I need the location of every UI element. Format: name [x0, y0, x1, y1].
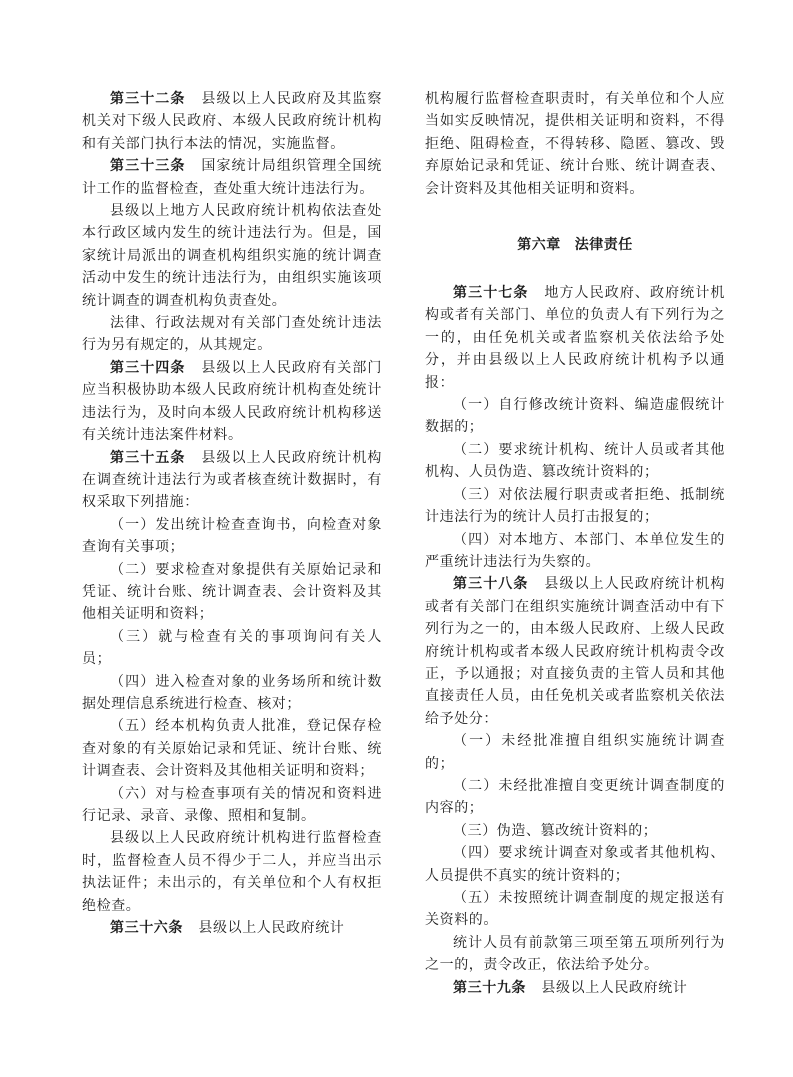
- paragraph: [82, 827, 382, 917]
- article-text: （四）进入检查对象的业务场所和统计数据处理信息系统进行检查、核对；: [82, 673, 382, 712]
- article-number: 第三十三条: [110, 158, 186, 175]
- article-paragraph: [82, 447, 382, 514]
- right-column-articles: [425, 282, 725, 999]
- paragraph: [425, 394, 725, 439]
- chapter-number: 第六章: [517, 237, 561, 254]
- article-text: 法律、行政法规对有关部门查处统计违法行为另有规定的，从其规定。: [82, 315, 382, 354]
- article-text: 县级以上人民政府统计: [198, 920, 345, 937]
- article-text: 县级以上人民政府有关部门应当积极协助本级人民政府统计机构查处统计违法行为，及时向本级人民政府统计机构移送有关统计违法案件材料。: [82, 359, 383, 444]
- right-column: [425, 88, 725, 999]
- article-number: 第三十八条: [453, 576, 529, 593]
- article-text: （一）自行修改统计资料、编造虚假统计数据的；: [425, 397, 725, 436]
- article-paragraph: [82, 917, 382, 939]
- right-column-continuation: [425, 88, 725, 200]
- article-text: （六）对与检查事项有关的情况和资料进行记录、录音、录像、照相和复制。: [82, 785, 382, 824]
- article-paragraph: [425, 282, 725, 394]
- article-text: 国家统计局组织管理全国统计工作的监督检查，查处重大统计违法行为。: [82, 158, 383, 197]
- paragraph: [82, 312, 382, 357]
- article-text: 统计人员有前款第三项至第五项所列行为之一的，责令改正，依法给予处分。: [425, 934, 725, 974]
- article-paragraph: [425, 977, 725, 999]
- paragraph: [425, 88, 725, 200]
- article-text: 县级以上人民政府统计机构进行监督检查时，监督检查人员不得少于二人，并应当出示执法证件；未出示的，有关单位和个人有权拒绝检查。: [82, 830, 382, 914]
- paragraph: [82, 200, 382, 312]
- article-text: （一）发出统计检查查询书，向检查对象查询有关事项；: [82, 516, 382, 556]
- article-paragraph: [82, 155, 382, 200]
- article-text: 县级以上人民政府及其监察机关对下级人民政府、本级人民政府统计机构和有关部门执行本法的情况，实施监督。: [82, 91, 383, 152]
- paragraph: [425, 820, 725, 842]
- paragraph: [82, 559, 382, 626]
- paragraph: [425, 439, 725, 484]
- article-paragraph: [82, 357, 382, 447]
- chapter-heading: [425, 234, 725, 256]
- article-number: 第三十六条: [110, 920, 183, 937]
- article-number: 第三十二条: [110, 91, 186, 107]
- article-text: （三）伪造、篡改统计资料的；: [453, 822, 658, 839]
- paragraph: [82, 715, 382, 782]
- article-text: （三）就与检查有关的事项询问有关人员；: [82, 628, 382, 668]
- paragraph: [425, 932, 725, 977]
- paragraph: [425, 887, 725, 932]
- paragraph: [425, 842, 725, 887]
- article-text: （五）经本机构负责人批准，登记保存检查对象的有关原始记录和凭证、统计台账、统计调查表、会计资料及其他相关证明和资料；: [82, 718, 382, 780]
- article-text: 县级以上人民政府统计机构在调查统计违法行为或者核查统计数据时，有权采取下列措施：: [82, 449, 383, 511]
- article-text: 地方人民政府、政府统计机构或者有关部门、单位的负责人有下列行为之一的，由任免机关或者监察机关依法给予处分，并由县级以上人民政府统计机构予以通报：: [425, 285, 726, 391]
- article-text: （四）对本地方、本部门、本单位发生的严重统计违法行为失察的。: [425, 531, 725, 570]
- article-number: 第三十五条: [110, 449, 186, 466]
- paragraph: [82, 671, 382, 716]
- article-text: 县级以上人民政府统计: [541, 979, 688, 996]
- article-number: 第三十七条: [453, 285, 529, 302]
- article-number: 第三十四条: [110, 359, 186, 376]
- paragraph: [82, 626, 382, 671]
- article-text: （二）未经批准擅自变更统计调查制度的内容的；: [425, 777, 725, 817]
- left-column: [82, 88, 382, 939]
- article-text: （二）要求统计机构、统计人员或者其他机构、人员伪造、篡改统计资料的；: [425, 441, 725, 481]
- chapter-title: 法律责任: [574, 237, 633, 254]
- article-text: （四）要求统计调查对象或者其他机构、人员提供不真实的统计资料的；: [425, 845, 725, 884]
- article-text: 县级以上人民政府统计机构或者有关部门在组织实施统计调查活动中有下列行为之一的，由本级人民政府、上级人民政府统计机构或者本级人民政府统计机构责令改正，予以通报；对直接负责的主管人员和其他直接责任人员，由任免机关或者监察机关依法给予处分：: [425, 576, 726, 727]
- article-text: 机构履行监督检查职责时，有关单位和个人应当如实反映情况，提供相关证明和资料，不得拒绝、阻碍检查，不得转移、隐匿、篡改、毁弃原始记录和凭证、统计台账、统计调查表、会计资料及其他相关证明和资料。: [425, 91, 725, 197]
- paragraph: [82, 783, 382, 828]
- paragraph: [425, 529, 725, 574]
- paragraph: [425, 775, 725, 820]
- paragraph: [82, 514, 382, 559]
- article-text: （一）未经批准擅自组织实施统计调查的；: [425, 733, 725, 772]
- paragraph: [425, 730, 725, 775]
- article-text: （五）未按照统计调查制度的规定报送有关资料的。: [425, 890, 725, 929]
- article-text: （二）要求检查对象提供有关原始记录和凭证、统计台账、统计调查表、会计资料及其他相关证明和资料；: [82, 561, 382, 623]
- article-text: （三）对依法履行职责或者拒绝、抵制统计违法行为的统计人员打击报复的；: [425, 486, 725, 526]
- article-text: 县级以上地方人民政府统计机构依法查处本行政区域内发生的统计违法行为。但是，国家统计局派出的调查机构组织实施的统计调查活动中发生的统计违法行为，由组织实施该项统计调查的调查机构负责查处。: [82, 203, 382, 309]
- article-paragraph: [425, 573, 725, 730]
- article-number: 第三十九条: [453, 979, 526, 996]
- paragraph: [425, 484, 725, 529]
- article-paragraph: [82, 88, 382, 155]
